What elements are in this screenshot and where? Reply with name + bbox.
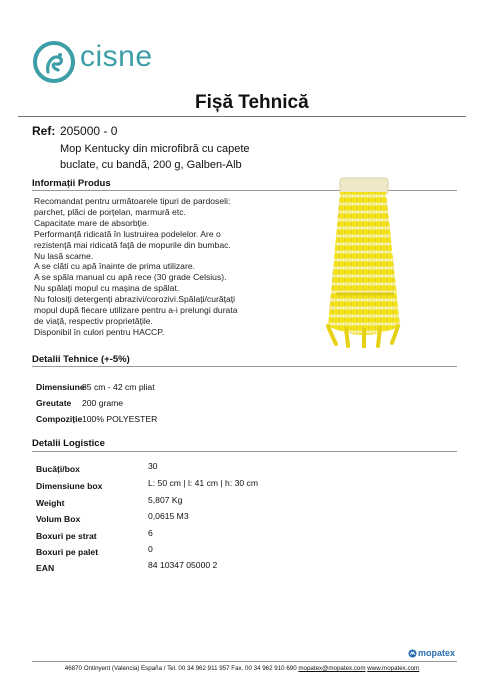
- info-line: de viață, respectiv proprietățile.: [34, 315, 153, 326]
- logistics-label: Dimensiune box: [36, 481, 103, 491]
- technical-value: 100% POLYESTER: [82, 414, 158, 424]
- info-line: Capacitate mare de absorbție.: [34, 217, 150, 228]
- info-line: Nu folosiți detergenți abrazivi/corozivi.Spălați/curățați: [34, 294, 236, 305]
- mopatex-logo-text: mopatex: [418, 648, 456, 658]
- logistics-value: L: 50 cm | l: 41 cm | h: 30 cm: [148, 478, 259, 488]
- info-line: Performanță ridicată în lustruirea podelelor. Are o: [34, 228, 221, 239]
- logistics-value: 0: [148, 544, 153, 554]
- logistics-label: Volum Box: [36, 514, 81, 524]
- technical-divider: [32, 366, 457, 367]
- title-divider: [18, 116, 466, 117]
- mopatex-logo-icon: [408, 649, 417, 658]
- footer-address: 46870 Ontinyent (Valencia) España / Tel. 00 34 962 911 957 Fax. 00 34 962 910 690: [64, 665, 299, 672]
- info-text: [34, 196, 296, 338]
- info-line: A se spăla manual cu apă rece (30 grade Celsius).: [34, 272, 227, 283]
- ref-code: 205000 - 0: [60, 124, 118, 138]
- logistics-label: Weight: [36, 498, 65, 508]
- info-line: parchet, plăci de porțelan, marmură etc.: [34, 206, 186, 217]
- logistics-label: Bucăți/box: [36, 464, 80, 474]
- description-line: Mop Kentucky din microfibră cu capete: [60, 143, 250, 155]
- brand-name: cisne: [80, 40, 153, 73]
- product-description: [60, 141, 330, 173]
- description-line: buclate, cu bandă, 200 g, Galben-Alb: [60, 159, 242, 171]
- technical-label: Greutate: [36, 398, 72, 408]
- logistics-label: Boxuri pe palet: [36, 547, 99, 557]
- mop-product-image: [318, 176, 408, 348]
- info-line: mopul după fiecare utilizare pentru a-i prelungi durata: [34, 305, 238, 316]
- technical-heading: Detalii Tehnice (+-5%): [32, 354, 130, 365]
- info-line: A se clăti cu apă înainte de prima utilizare.: [34, 261, 195, 272]
- info-line: Nu spălați mopul cu mașina de spălat.: [34, 283, 180, 294]
- logistics-divider: [32, 451, 457, 452]
- logistics-label: EAN: [36, 563, 55, 573]
- info-line: Recomandat pentru următoarele tipuri de pardoseli:: [34, 196, 231, 206]
- technical-label: Compoziție: [36, 414, 83, 424]
- ref-label: Ref:: [32, 124, 56, 138]
- footer-divider: [32, 661, 457, 662]
- info-line: rezistență mai ridicată față de mopurile din bumbac.: [34, 239, 231, 250]
- info-heading: Informații Produs: [32, 178, 111, 189]
- cisne-logo: [32, 40, 76, 84]
- info-line: Disponibil în culori pentru HACCP.: [34, 326, 165, 337]
- technical-label: Dimensiune: [36, 382, 85, 392]
- footer-web-link[interactable]: www.mopatex.com: [367, 665, 420, 672]
- technical-value: 200 grame: [82, 398, 124, 408]
- technical-value: 85 cm - 42 cm pliat: [82, 382, 155, 392]
- logistics-value: 5,807 Kg: [148, 495, 183, 505]
- footer-email-link[interactable]: mopatex@mopatex.com: [298, 665, 366, 672]
- footer-contact: [0, 665, 484, 672]
- logistics-value: 6: [148, 528, 153, 538]
- document-title: Fișă Tehnică: [195, 92, 309, 113]
- logistics-label: Boxuri pe strat: [36, 531, 97, 541]
- logistics-value: 30: [148, 461, 158, 471]
- logistics-value: 84 10347 05000 2: [148, 560, 218, 570]
- logistics-heading: Detalii Logistice: [32, 438, 105, 449]
- info-line: Nu lasă scame.: [34, 250, 94, 261]
- logistics-value: 0,0615 M3: [148, 511, 189, 521]
